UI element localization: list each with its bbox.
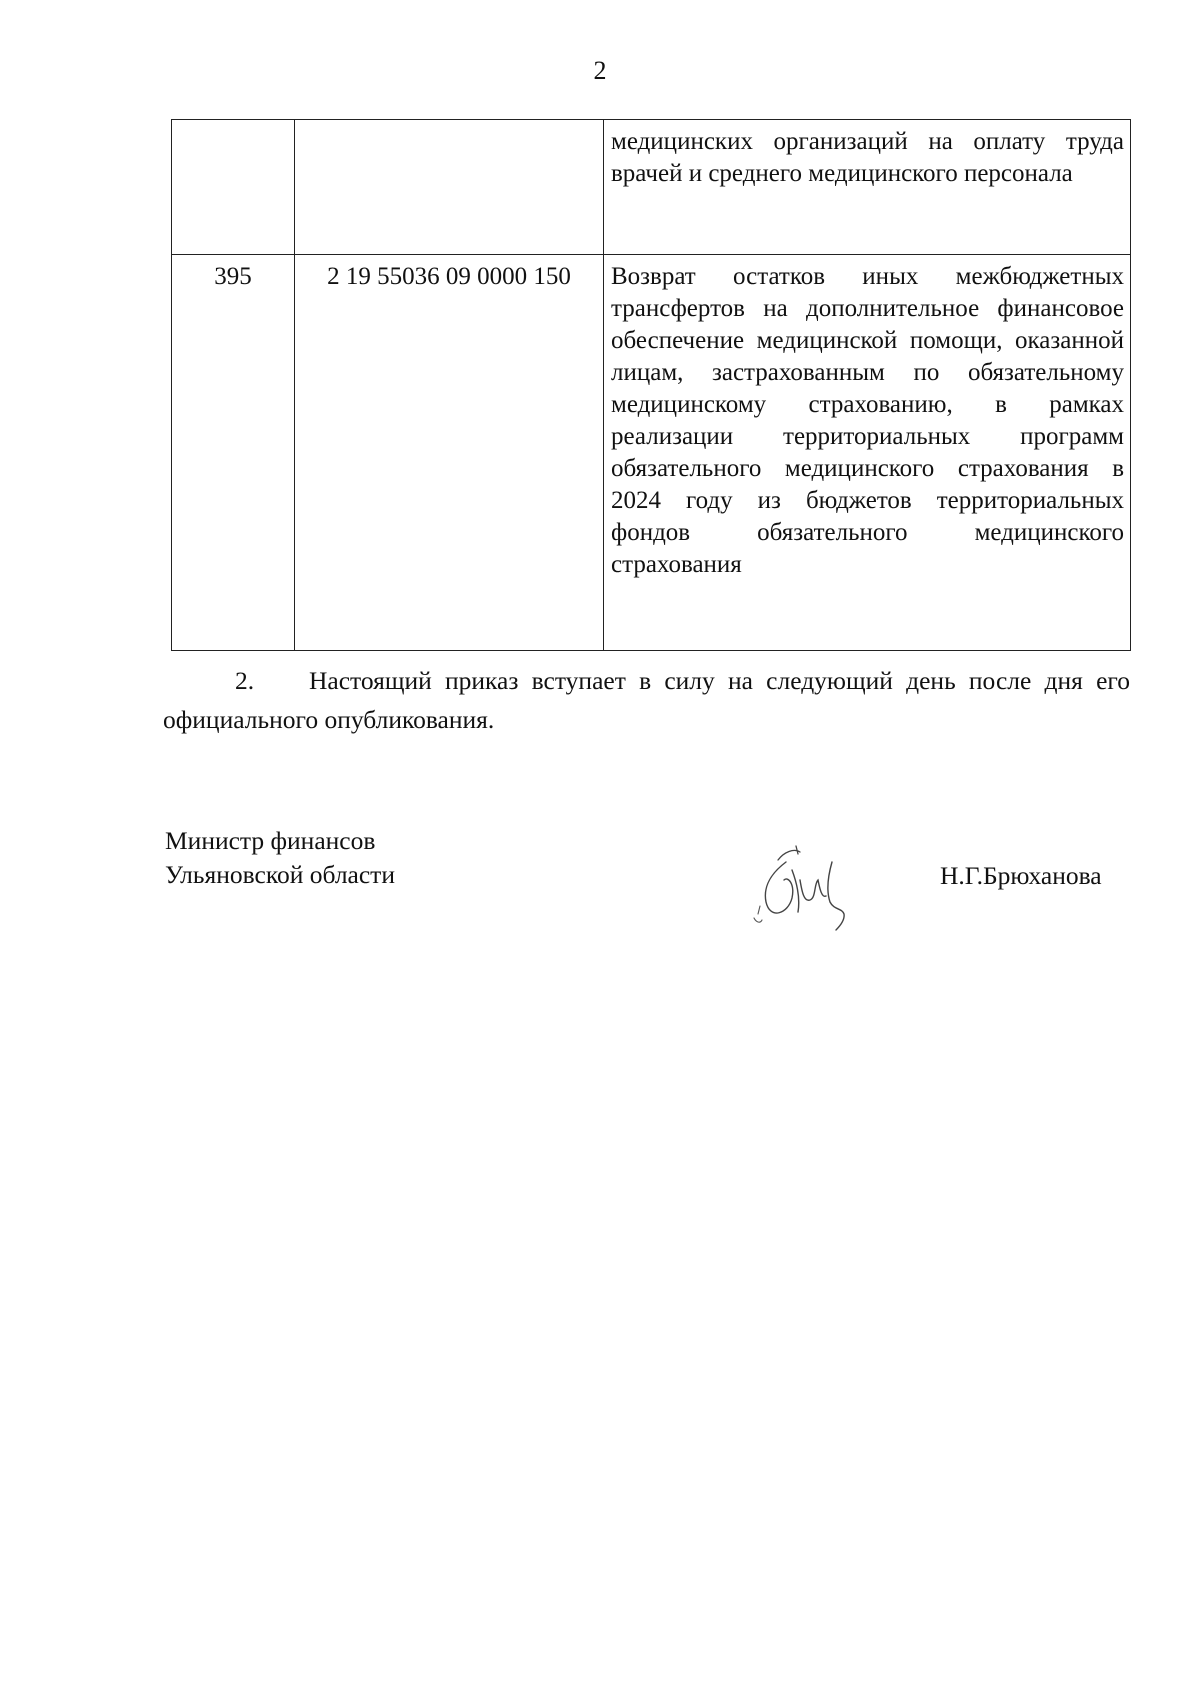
table-row — [172, 255, 1131, 651]
budget-code-cell: 2 19 55036 09 0000 150 — [295, 255, 604, 651]
row-number-cell: 395 — [172, 255, 295, 651]
signatory-title — [165, 824, 395, 892]
signatory-name: Н.Г.Брюханова — [940, 861, 1102, 890]
description-cell: медицинских организаций на оплату труда врачей и среднего медицинского персонала — [604, 120, 1131, 255]
clause-text: Настоящий приказ вступает в силу на следующий день после дня его официального опубликования. — [163, 666, 1130, 734]
clause-paragraph — [163, 661, 1130, 739]
clause-number: 2. — [235, 666, 255, 695]
row-number-cell — [172, 120, 295, 255]
budget-code-cell — [295, 120, 604, 255]
table-row — [172, 120, 1131, 255]
budget-code-table — [171, 119, 1131, 651]
description-cell: Возврат остатков иных межбюджетных трансфертов на дополнительное финансовое обеспечение медицинской помощи, оказанной лицам, застрахованным по обязательному медицинскому страхованию, в рамках реализации территориальных программ обязательного медицинского страхования в 2024 году из бюджетов территориальных фондов обязательного медицинского страхования — [604, 255, 1131, 651]
signatory-title-line2: Ульяновской области — [165, 860, 395, 889]
page-number: 2 — [593, 56, 607, 85]
signatory-title-line1: Министр финансов — [165, 826, 376, 855]
handwritten-signature-icon — [748, 840, 860, 936]
